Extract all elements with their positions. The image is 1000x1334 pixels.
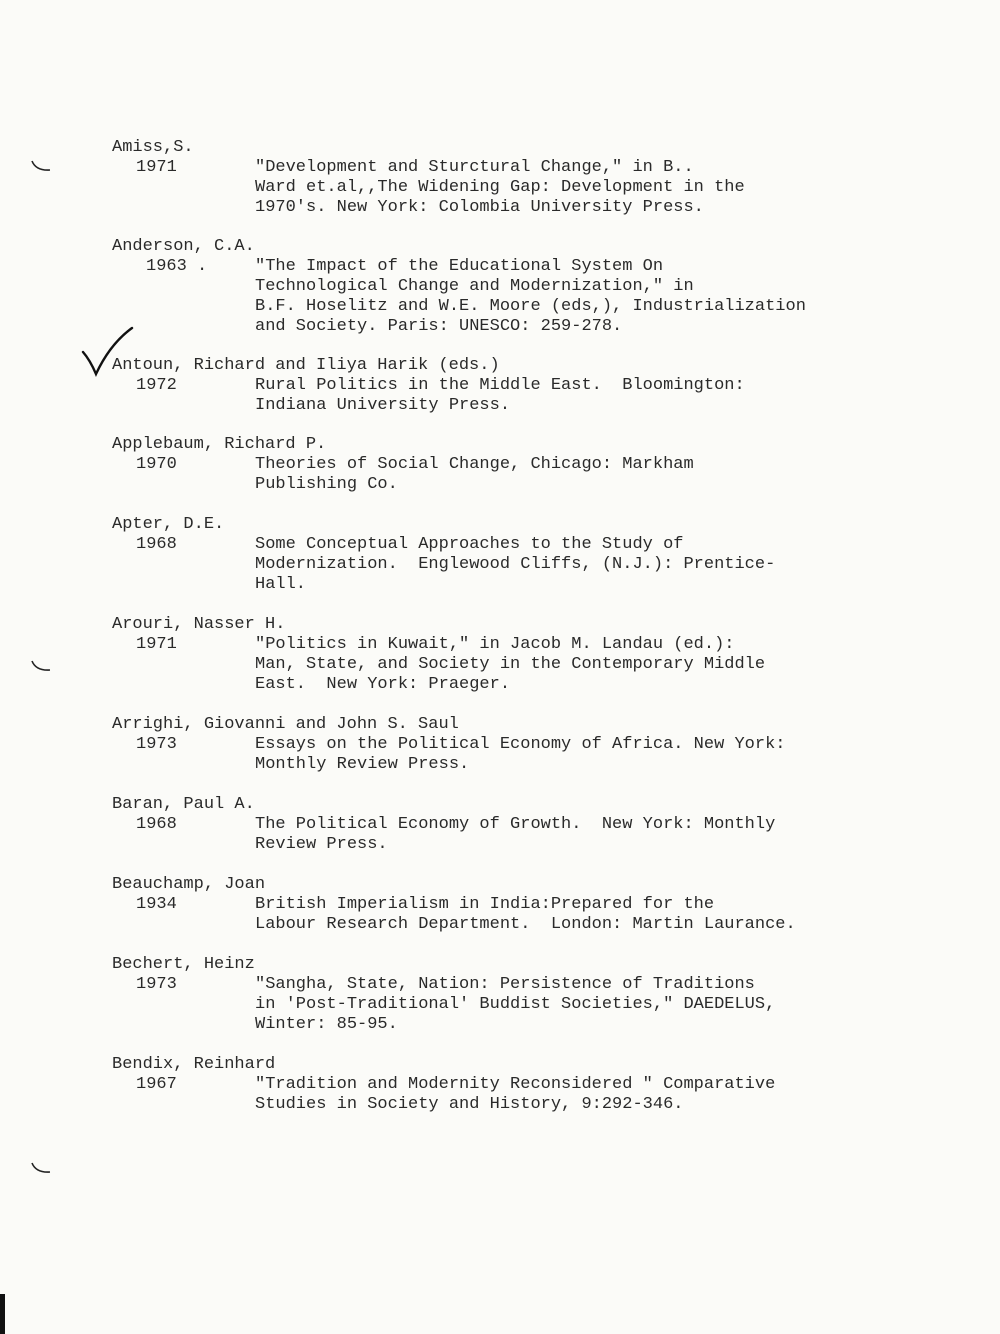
citation-line: Studies in Society and History, 9:292-346. [255, 1095, 684, 1114]
entry-citation [255, 895, 796, 935]
entry-year: 1973 [136, 735, 177, 754]
citation-line: in 'Post-Traditional' Buddist Societies," DAEDELUS, [255, 995, 776, 1014]
citation-line: "Development and Sturctural Change," in B.. [255, 158, 694, 177]
citation-line: Modernization. Englewood Cliffs, (N.J.): Prentice- [255, 555, 776, 574]
citation-line: Indiana University Press. [255, 396, 511, 415]
entry-citation [255, 635, 765, 695]
entry-citation [255, 735, 786, 775]
citation-line: Winter: 85-95. [255, 1015, 398, 1034]
entry-year: 1968 [136, 815, 177, 834]
citation-line: British Imperialism in India:Prepared for the [255, 895, 715, 914]
citation-line: "Sangha, State, Nation: Persistence of Traditions [255, 975, 755, 994]
entry-author: Bechert, Heinz [112, 955, 255, 974]
entry-year: 1963 . [146, 257, 208, 276]
citation-line: B.F. Hoselitz and W.E. Moore (eds,), Industrialization [255, 297, 806, 316]
entry-citation [255, 975, 775, 1035]
citation-line: Monthly Review Press. [255, 755, 470, 774]
entry-citation [255, 257, 806, 337]
citation-line: and Society. Paris: UNESCO: 259-278. [255, 317, 623, 336]
citation-line: Technological Change and Modernization," in [255, 277, 694, 296]
entry-citation [255, 376, 745, 416]
citation-line: Rural Politics in the Middle East. Bloomington: [255, 376, 745, 395]
entry-author: Antoun, Richard and Iliya Harik (eds.) [112, 356, 500, 375]
page-edge [0, 1294, 5, 1334]
citation-line: Labour Research Department. London: Martin Laurance. [255, 915, 796, 934]
entry-author: Bendix, Reinhard [112, 1055, 276, 1074]
punch-hole-icon [30, 1162, 52, 1174]
citation-line: "Politics in Kuwait," in Jacob M. Landau (ed.): [255, 635, 735, 654]
entry-author: Applebaum, Richard P. [112, 435, 327, 454]
entry-citation [255, 1075, 775, 1115]
citation-line: 1970's. New York: Colombia University Press. [255, 198, 704, 217]
citation-line: "Tradition and Modernity Reconsidered " Comparative [255, 1075, 776, 1094]
entry-year: 1971 [136, 158, 177, 177]
citation-line: Hall. [255, 575, 307, 594]
entry-citation [255, 158, 745, 218]
entry-citation [255, 535, 775, 595]
entry-year: 1973 [136, 975, 177, 994]
citation-line: Some Conceptual Approaches to the Study of [255, 535, 684, 554]
citation-line: Review Press. [255, 835, 388, 854]
citation-line: The Political Economy of Growth. New York: Monthly [255, 815, 776, 834]
entry-year: 1972 [136, 376, 177, 395]
entry-author: Anderson, C.A. [112, 237, 255, 256]
entry-year: 1934 [136, 895, 177, 914]
entry-year: 1967 [136, 1075, 177, 1094]
entry-author: Arrighi, Giovanni and John S. Saul [112, 715, 459, 734]
citation-line: East. New York: Praeger. [255, 675, 511, 694]
citation-line: Essays on the Political Economy of Africa. New York: [255, 735, 786, 754]
punch-hole-icon [30, 160, 52, 172]
punch-hole-icon [30, 660, 52, 672]
entry-year: 1970 [136, 455, 177, 474]
citation-line: Theories of Social Change, Chicago: Markham [255, 455, 694, 474]
entry-author: Arouri, Nasser H. [112, 615, 286, 634]
entry-year: 1968 [136, 535, 177, 554]
entry-citation [255, 815, 775, 855]
entry-author: Apter, D.E. [112, 515, 225, 534]
entry-author: Amiss,S. [112, 138, 194, 157]
citation-line: Man, State, and Society in the Contemporary Middle [255, 655, 766, 674]
entry-author: Beauchamp, Joan [112, 875, 266, 894]
citation-line: Publishing Co. [255, 475, 398, 494]
entry-year: 1971 [136, 635, 177, 654]
citation-line: "The Impact of the Educational System On [255, 257, 664, 276]
entry-citation [255, 455, 694, 495]
citation-line: Ward et.al,,The Widening Gap: Development in the [255, 178, 745, 197]
entry-author: Baran, Paul A. [112, 795, 255, 814]
